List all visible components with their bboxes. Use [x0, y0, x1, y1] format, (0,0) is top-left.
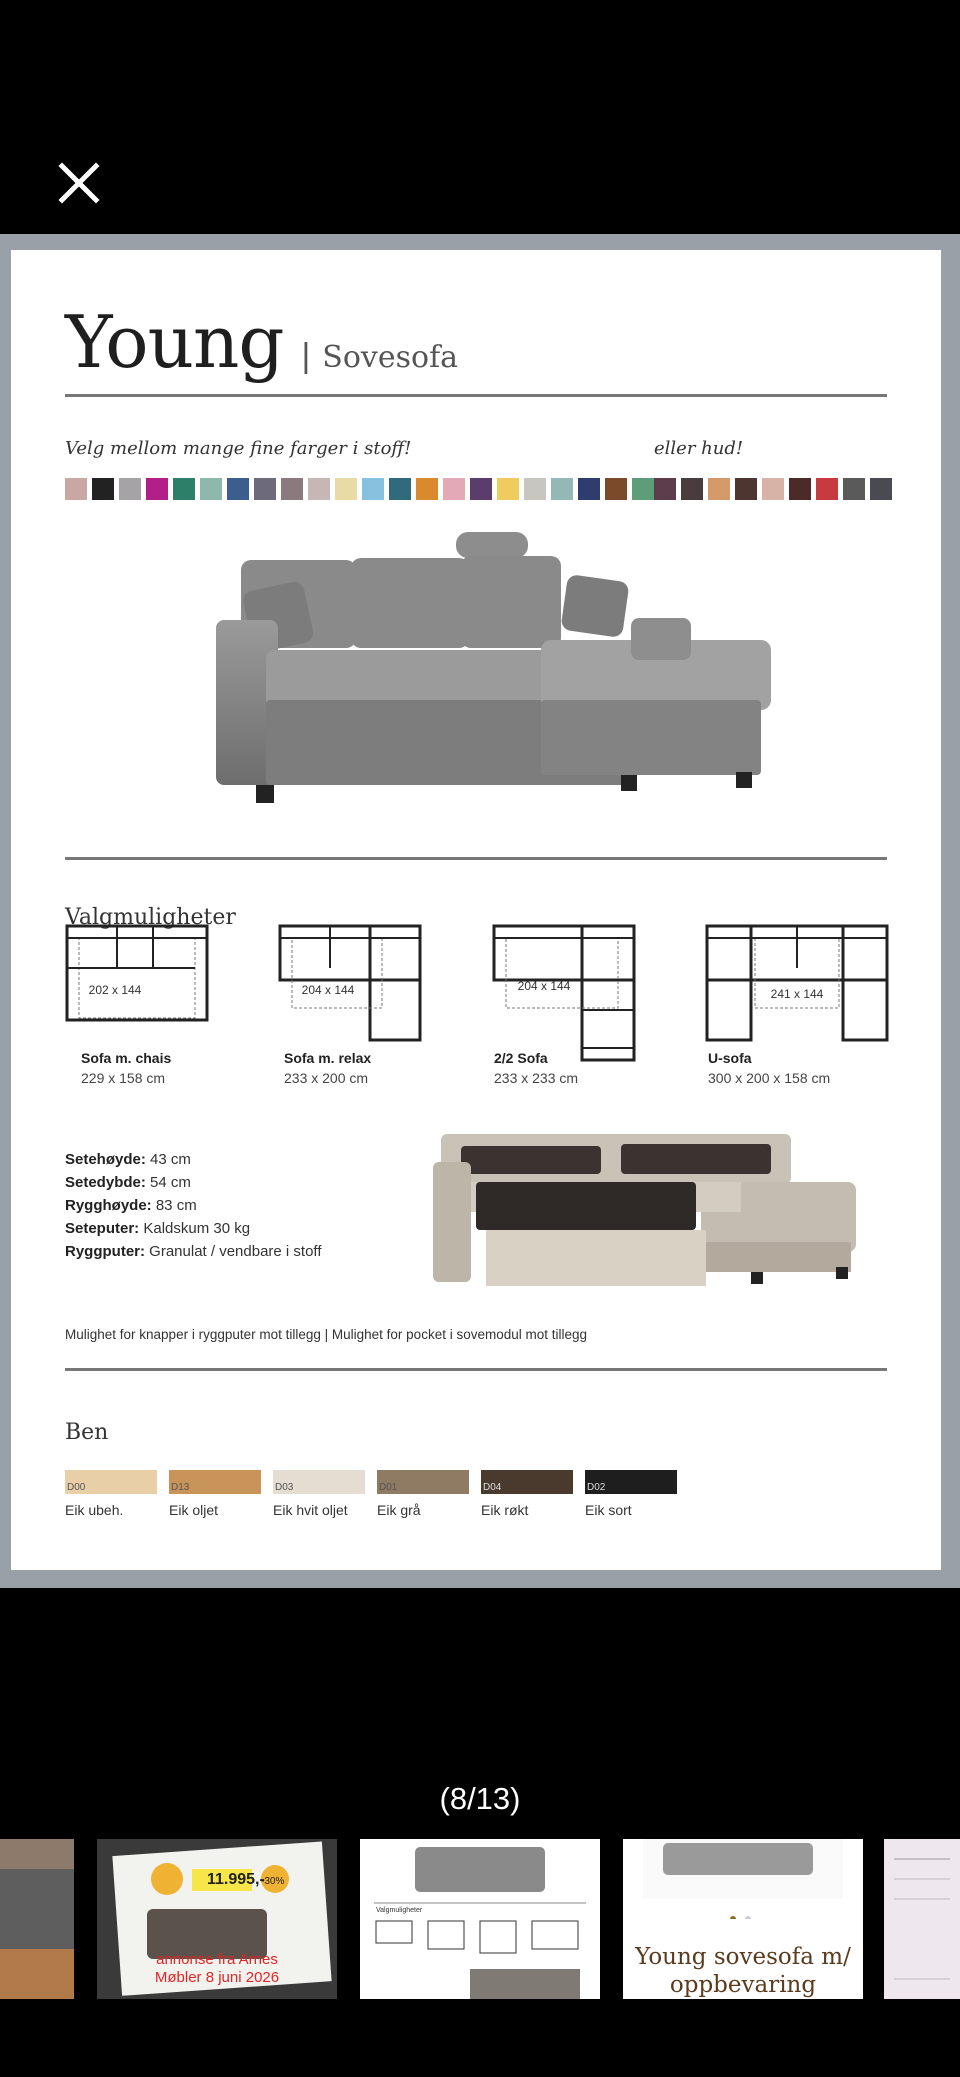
leather-colors-label: eller hud!: [654, 438, 744, 459]
sofa-bed-image: [431, 1132, 861, 1292]
leg-option: [481, 1470, 573, 1518]
thumbnail-caption: Young sovesofa m/ oppbevaring: [635, 1944, 851, 1998]
fabric-color-swatch: [416, 478, 438, 500]
option-diagram-2-2: [492, 924, 637, 1064]
fabric-color-swatch: [443, 478, 465, 500]
divider: [65, 857, 887, 860]
title-row: [65, 300, 458, 384]
thumbnail-image: [360, 1839, 600, 1999]
fabric-color-swatch: [119, 478, 141, 500]
fabric-color-swatch: [362, 478, 384, 500]
leg-swatch: [65, 1470, 157, 1494]
close-icon: [56, 160, 104, 208]
leather-color-swatch: [843, 478, 865, 500]
option-name: Sofa m. chais: [81, 1050, 172, 1066]
spec-row: Seteputer: Kaldskum 30 kg: [65, 1220, 251, 1237]
fabric-color-swatch: [524, 478, 546, 500]
option-diagram-relax: [278, 924, 423, 1044]
option-name: U-sofa: [708, 1050, 752, 1066]
leather-swatches: [654, 478, 892, 500]
fabric-color-swatch: [281, 478, 303, 500]
thumbnail-9-current[interactable]: [360, 1839, 600, 1999]
leg-code: D04: [483, 1482, 502, 1493]
thumbnail-image: [623, 1839, 863, 1919]
title-separator: |: [301, 337, 311, 375]
leg-label: Eik sort: [585, 1502, 632, 1518]
thumbnail-strip[interactable]: [0, 1839, 960, 2001]
leg-option: [169, 1470, 261, 1518]
thumbnail-image: [0, 1839, 74, 1999]
options-note: Mulighet for knapper i ryggputer mot tillegg | Mulighet for pocket i sovemodul mot tillegg: [65, 1327, 588, 1342]
product-subtitle: Sovesofa: [322, 340, 459, 375]
leather-color-swatch: [789, 478, 811, 500]
leg-options: [65, 1470, 677, 1518]
leg-label: Eik hvit oljet: [273, 1502, 348, 1518]
leather-color-swatch: [708, 478, 730, 500]
spec-row: Setehøyde: 43 cm: [65, 1151, 191, 1168]
thumbnail-11[interactable]: [884, 1839, 960, 1999]
leg-option: [377, 1470, 469, 1518]
leg-option: [585, 1470, 677, 1518]
option-size: 233 x 200 cm: [284, 1070, 369, 1086]
fabric-colors-label: Velg mellom mange fine farger i stoff!: [65, 438, 412, 459]
thumbnail-8[interactable]: [97, 1839, 337, 1999]
fabric-swatches: [65, 478, 654, 500]
thumbnail-10[interactable]: [623, 1839, 863, 1999]
option-inner-size: 241 x 144: [770, 987, 824, 1001]
thumbnail-badge: -30%: [261, 1876, 285, 1887]
thumbnail-price: 11.995,-: [207, 1871, 265, 1888]
option-size: 233 x 233 cm: [494, 1070, 579, 1086]
leather-color-swatch: [762, 478, 784, 500]
leather-color-swatch: [870, 478, 892, 500]
fabric-color-swatch: [146, 478, 168, 500]
spec-row: Setedybde: 54 cm: [65, 1174, 191, 1191]
leg-code: D13: [171, 1482, 190, 1493]
leg-swatch: [481, 1470, 573, 1494]
fabric-color-swatch: [65, 478, 87, 500]
options-title: Valgmuligheter: [65, 905, 236, 930]
leg-label: Eik grå: [377, 1502, 421, 1518]
leg-swatch: [169, 1470, 261, 1494]
leg-code: D00: [67, 1482, 86, 1493]
thumbnail-image: [884, 1839, 960, 1999]
divider: [65, 1368, 887, 1371]
fabric-color-swatch: [308, 478, 330, 500]
leather-color-swatch: [654, 478, 676, 500]
thumbnail-caption: Valgmuligheter: [376, 1907, 423, 1914]
option-inner-size: 202 x 144: [88, 983, 142, 997]
leg-code: D03: [275, 1482, 294, 1493]
leg-code: D02: [587, 1482, 606, 1493]
leg-swatch: [377, 1470, 469, 1494]
fabric-color-swatch: [254, 478, 276, 500]
spec-row: Ryggputer: Granulat / vendbare i stoff: [65, 1243, 322, 1260]
close-button[interactable]: [56, 160, 104, 208]
fabric-color-swatch: [605, 478, 627, 500]
fabric-color-swatch: [173, 478, 195, 500]
fabric-color-swatch: [578, 478, 600, 500]
divider: [65, 394, 887, 397]
option-size: 300 x 200 x 158 cm: [708, 1070, 831, 1086]
spec-list: [65, 1148, 322, 1263]
legs-title: Ben: [65, 1420, 109, 1445]
option-name: 2/2 Sofa: [494, 1050, 548, 1066]
leather-color-swatch: [681, 478, 703, 500]
leg-swatch: [585, 1470, 677, 1494]
spec-row: Rygghøyde: 83 cm: [65, 1197, 197, 1214]
leg-option: [65, 1470, 157, 1518]
fabric-color-swatch: [335, 478, 357, 500]
fabric-color-swatch: [92, 478, 114, 500]
leather-color-swatch: [735, 478, 757, 500]
fabric-color-swatch: [200, 478, 222, 500]
option-diagram-chais: [65, 924, 210, 1024]
leg-label: Eik røkt: [481, 1502, 529, 1518]
product-sheet: [11, 250, 941, 1570]
leg-label: Eik ubeh.: [65, 1502, 124, 1518]
fabric-color-swatch: [389, 478, 411, 500]
option-name: Sofa m. relax: [284, 1050, 372, 1066]
option-diagram-u: [705, 924, 890, 1044]
image-counter: (8/13): [439, 1781, 521, 1816]
leg-option: [273, 1470, 365, 1518]
thumbnail-caption: annonse fra Arnes Møbler 8 juni 2026: [154, 1951, 280, 1986]
sofa-image: [211, 530, 791, 820]
leg-code: D01: [379, 1482, 398, 1493]
option-size: 229 x 158 cm: [81, 1070, 166, 1086]
fabric-color-swatch: [551, 478, 573, 500]
option-inner-size: 204 x 144: [301, 983, 355, 997]
leg-swatch: [273, 1470, 365, 1494]
thumbnail-7[interactable]: [0, 1839, 74, 1999]
leather-color-swatch: [816, 478, 838, 500]
fabric-color-swatch: [470, 478, 492, 500]
option-inner-size: 204 x 144: [517, 979, 571, 993]
image-viewer[interactable]: [0, 234, 960, 1588]
fabric-color-swatch: [497, 478, 519, 500]
fabric-color-swatch: [632, 478, 654, 500]
leg-label: Eik oljet: [169, 1502, 219, 1518]
product-title: Young: [65, 300, 284, 384]
fabric-color-swatch: [227, 478, 249, 500]
